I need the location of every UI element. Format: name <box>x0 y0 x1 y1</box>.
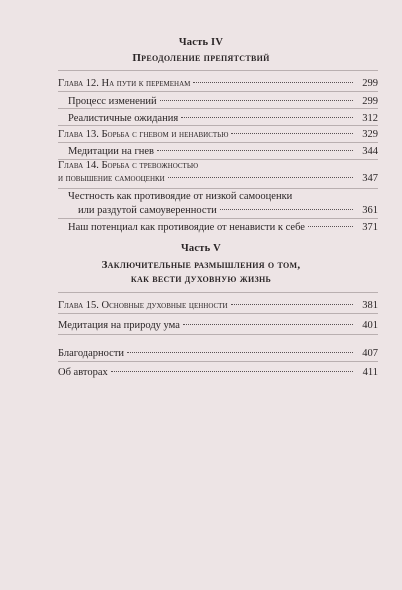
divider <box>58 91 378 92</box>
divider <box>58 361 378 362</box>
divider <box>58 292 378 293</box>
toc-entry-title: Глава 13. Борьба с гневом и ненавистью <box>58 129 229 140</box>
toc-entry-anger-meditations[interactable] <box>68 145 378 158</box>
toc-entry-title: Честность как противоядие от низкой самооценки <box>68 191 293 202</box>
toc-entry-title: Глава 12. На пути к переменам <box>58 78 191 89</box>
toc-entry-chapter-14-line1[interactable] <box>58 159 378 172</box>
part-4-label: Часть IV <box>178 37 224 48</box>
dot-leader <box>127 352 353 353</box>
toc-entry-about-authors[interactable] <box>58 366 378 379</box>
divider <box>58 218 378 219</box>
divider <box>58 142 378 143</box>
toc-entry-title: Глава 15. Основные духовные ценности <box>58 300 228 311</box>
dot-leader <box>231 304 353 305</box>
toc-entry-page: 344 <box>362 146 378 157</box>
part-5-title-line-1: Заключительные размышления о том, <box>101 259 301 271</box>
toc-entry-page: 407 <box>362 348 378 359</box>
divider <box>58 108 378 109</box>
toc-entry-honesty-line2[interactable] <box>78 204 378 217</box>
toc-entry-realistic-expectations[interactable] <box>68 112 378 125</box>
toc-entry-acknowledgements[interactable] <box>58 347 378 360</box>
divider <box>58 188 378 189</box>
toc-entry-page: 299 <box>362 78 378 89</box>
toc-entry-page: 411 <box>362 367 378 378</box>
toc-entry-chapter-12[interactable] <box>58 77 378 90</box>
divider <box>58 125 378 126</box>
toc-entry-chapter-14-line2[interactable] <box>58 172 378 185</box>
toc-entry-title: Глава 14. Борьба с тревожностью <box>58 160 199 171</box>
toc-entry-title: Медитация на природу ума <box>58 320 180 331</box>
toc-entry-title-continued: и повышение самооценки <box>58 173 165 184</box>
dot-leader <box>111 371 353 372</box>
dot-leader <box>160 100 353 101</box>
dot-leader <box>231 133 353 134</box>
dot-leader <box>181 117 353 118</box>
part-5-title-line-2: как вести духовную жизнь <box>130 273 272 285</box>
dot-leader <box>220 209 353 210</box>
part-4-title: Преодоление препятствий <box>132 52 270 64</box>
toc-entry-honesty-line1[interactable] <box>68 190 378 203</box>
dot-leader <box>193 82 353 83</box>
divider <box>58 313 378 314</box>
toc-entry-page: 347 <box>362 173 378 184</box>
toc-entry-title: Процесс изменений <box>68 96 157 107</box>
toc-entry-title: Наш потенциал как противоядие от ненависти к себе <box>68 222 305 233</box>
toc-entry-page: 381 <box>362 300 378 311</box>
toc-entry-title: Медитации на гнев <box>68 146 154 157</box>
toc-entry-potential[interactable] <box>68 221 378 234</box>
toc-entry-title: Реалистичные ожидания <box>68 113 179 124</box>
toc-entry-title-continued: или раздутой самоуверенности <box>78 205 217 216</box>
toc-entry-chapter-15[interactable] <box>58 299 378 312</box>
divider <box>58 70 378 71</box>
toc-entry-page: 329 <box>362 129 378 140</box>
toc-entry-page: 371 <box>362 222 378 233</box>
dot-leader <box>183 324 353 325</box>
toc-entry-page: 299 <box>362 96 378 107</box>
dot-leader <box>157 150 353 151</box>
toc-entry-title: Благодарности <box>58 348 125 359</box>
toc-entry-change-process[interactable] <box>68 95 378 108</box>
dot-leader <box>168 177 353 178</box>
dot-leader <box>308 226 353 227</box>
toc-entry-chapter-13[interactable] <box>58 128 378 141</box>
toc-entry-page: 401 <box>362 320 378 331</box>
part-5-label: Часть V <box>181 243 221 254</box>
toc-entry-page: 361 <box>362 205 378 216</box>
toc-entry-mind-meditation[interactable] <box>58 319 378 332</box>
toc-entry-page: 312 <box>362 113 378 124</box>
toc-entry-title: Об авторах <box>58 367 108 378</box>
divider <box>58 334 378 335</box>
